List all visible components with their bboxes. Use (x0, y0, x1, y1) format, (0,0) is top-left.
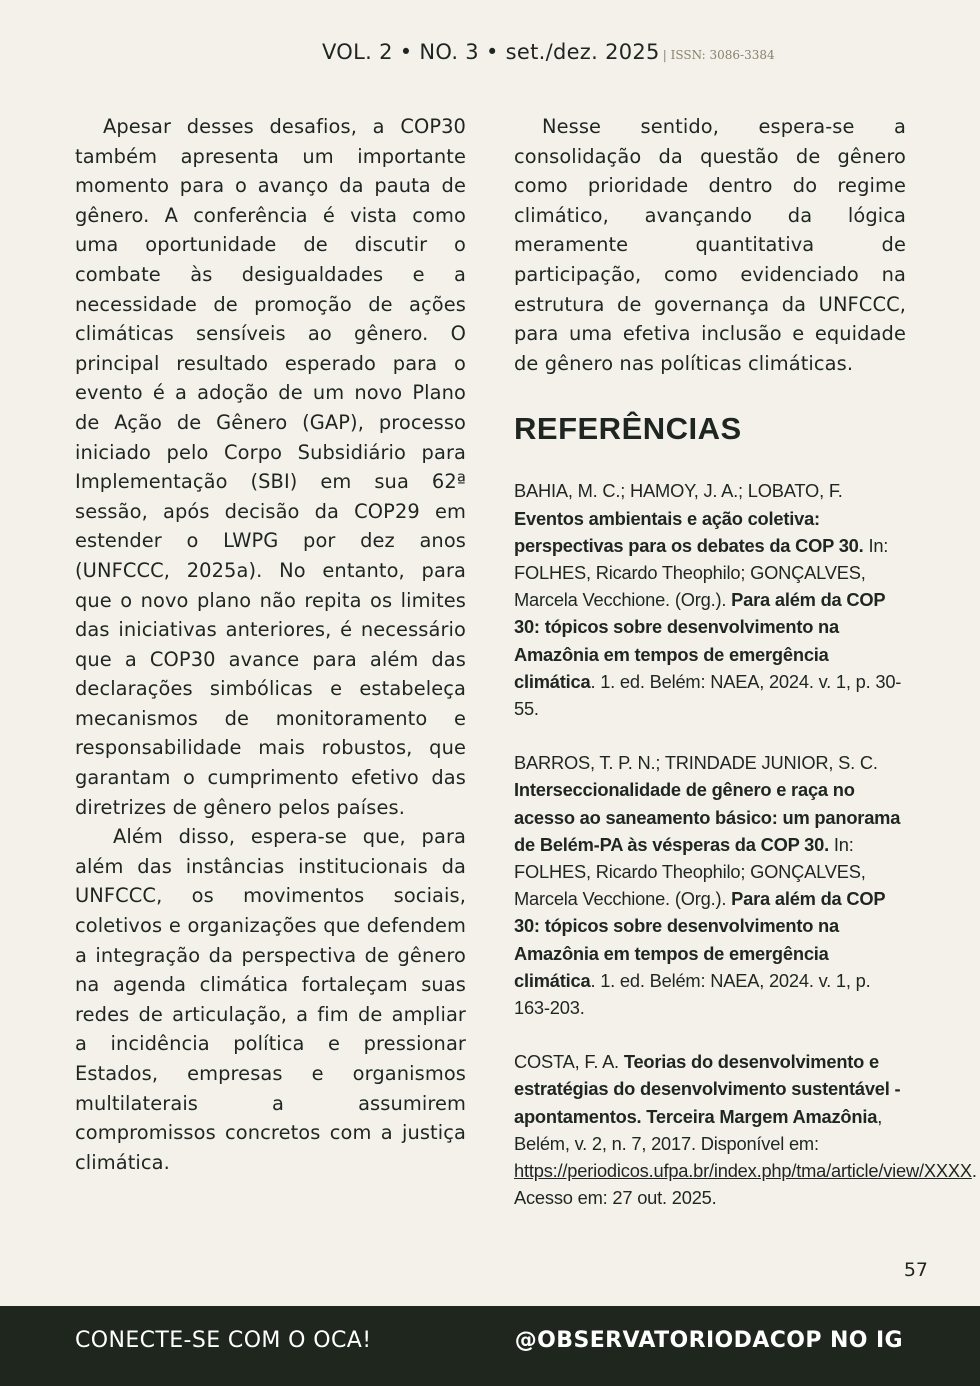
footer-cta: CONECTE-SE COM O OCA! (75, 1328, 372, 1353)
reference-details: . 1. ed. Belém: NAEA, 2024. v. 1, p. 30-55. (514, 670, 902, 719)
volume-info: VOL. 2 • NO. 3 • set./dez. 2025 (322, 40, 660, 64)
right-column (514, 112, 977, 1238)
left-column (75, 112, 466, 1177)
reference-title: Teorias do desenvolvimento e estratégias do desenvolvimento sustentável - apontamentos. Terceira Margem Amazônia (514, 1051, 901, 1127)
footer-bar (0, 1306, 980, 1386)
reference-authors: BARROS, T. P. N.; TRINDADE JUNIOR, S. C. (514, 752, 878, 774)
reference-item (514, 1048, 977, 1211)
references-list (514, 477, 977, 1211)
reference-link[interactable]: https://periodicos.ufpa.br/index.php/tma/article/view/XXXX (514, 1160, 972, 1182)
body-paragraph: Nesse sentido, espera-se a consolidação da questão de gênero como prioridade dentro do regime climático, avançando da lógica meramente quantitativa de participação, como evidenciado na estrutura de governança da UNFCCC, para uma efetiva inclusão e equidade de gênero nas políticas climáticas. (514, 115, 906, 375)
reference-book: Para além da COP 30: tópicos sobre desenvolvimento na Amazônia em tempos de emergência climática (514, 589, 886, 692)
reference-authors: COSTA, F. A. (514, 1051, 619, 1073)
reference-authors: BAHIA, M. C.; HAMOY, J. A.; LOBATO, F. (514, 480, 843, 502)
issn-label: | ISSN: 3086-3384 (662, 48, 775, 62)
page-number: 57 (903, 1259, 928, 1281)
reference-details: , Belém, v. 2, n. 7, 2017. Disponível em: (514, 1105, 883, 1154)
reference-in: In: FOLHES, Ricardo Theophilo; GONÇALVES, Marcela Vecchione. (Org.). (514, 534, 889, 611)
reference-book: Para além da COP 30: tópicos sobre desenvolvimento na Amazônia em tempos de emergência climática (514, 888, 886, 991)
instagram-handle[interactable]: @OBSERVATORIODACOP NO IG (514, 1328, 903, 1353)
reference-in: In: FOLHES, Ricardo Theophilo; GONÇALVES, Marcela Vecchione. (Org.). (514, 833, 866, 910)
reference-details: . 1. ed. Belém: NAEA, 2024. v. 1, p. 163-203. (514, 969, 871, 1018)
references-heading: REFERÊNCIAS (514, 411, 742, 447)
reference-item (514, 749, 906, 1021)
journal-header (322, 40, 775, 64)
reference-title: Eventos ambientais e ação coletiva: perspectivas para os debates da COP 30. (514, 507, 864, 556)
body-paragraph: Além disso, espera-se que, para além das instâncias institucionais da UNFCCC, os movimentos sociais, coletivos e organizações que defendem a integração da perspectiva de gênero na agenda climática fortaleçam suas redes de articulação, a fim de ampliar a incidência política e pressionar Estados, empresas e organismos multilaterais a assumirem compromissos concretos com a justiça climática. (75, 825, 466, 1174)
reference-access: . Acesso em: 27 out. 2025. (514, 1160, 977, 1209)
reference-item (514, 477, 906, 722)
body-paragraph: Apesar desses desafios, a COP30 também apresenta um importante momento para o avanço da pauta de gênero. A conferência é vista como uma oportunidade de discutir o combate às desigualdades e a necessidade de promoção de ações climáticas sensíveis ao gênero. O principal resultado esperado para o evento é a adoção de um novo Plano de Ação de Gênero (GAP), processo iniciado pelo Corpo Subsidiário para Implementação (SBI) em sua 62ª sessão, após decisão da COP29 em estender o LWPG por dez anos (UNFCCC, 2025a). No entanto, para que o novo plano não repita os limites das iniciativas anteriores, é necessário que a COP30 avance para além das declarações simbólicas e estabeleça mecanismos de monitoramento e responsabilidade mais robustos, que garantam o cumprimento efetivo das diretrizes de gênero pelos países. (75, 115, 466, 819)
reference-title: Interseccionalidade de gênero e raça no acesso ao saneamento básico: um panorama de Belém-PA às vésperas da COP 30. (514, 779, 901, 855)
